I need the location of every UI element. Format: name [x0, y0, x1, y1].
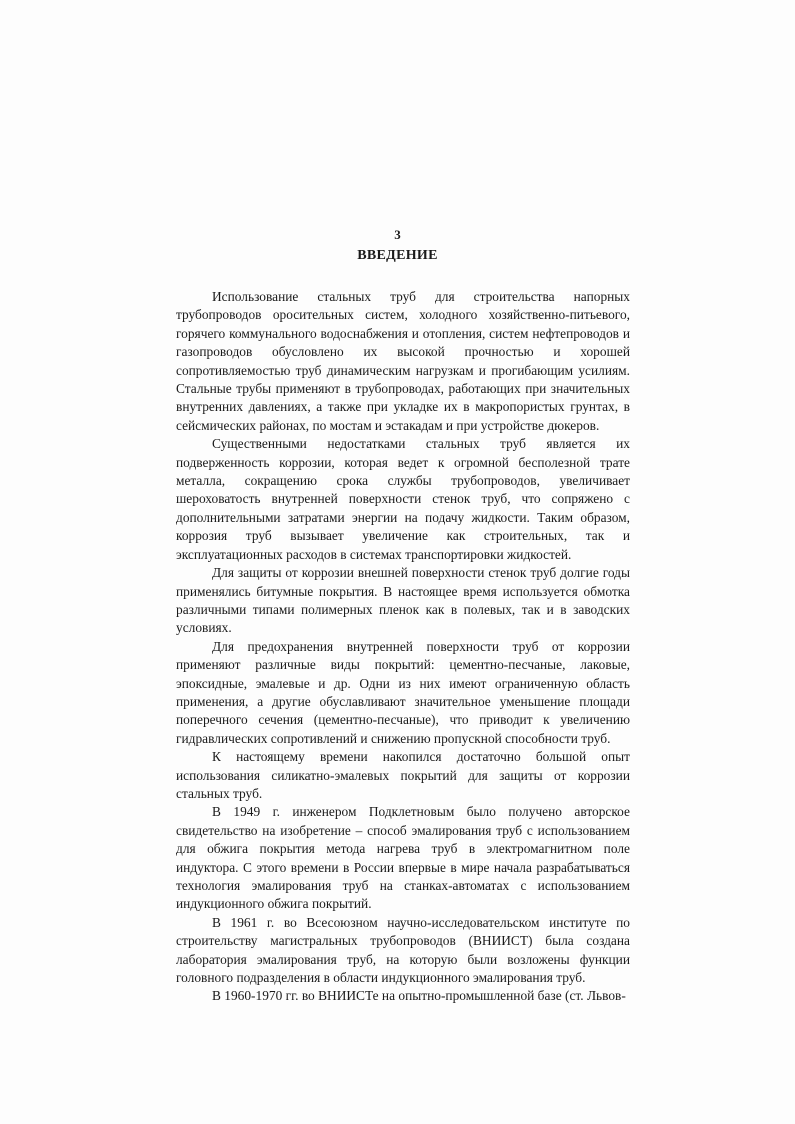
paragraph: Для предохранения внутренней поверхности труб от коррозии применяют различные виды покрытий: цементно-песчаные, лаковые, эпоксидные, эмалевые и др. Одни из них имеют ограниченную область применения, а другие обуславливают значительное уменьшение площади поперечного сечения (цементно-песчаные), что приводит к увеличению гидравлических сопротивлений и снижению пропускной способности труб.	[176, 638, 630, 746]
paragraph: В 1949 г. инженером Подклетновым было получено авторское свидетельство на изобретение – способ эмалирования труб с использованием для обжига покрытия метода нагрева труб в электромагнитном поле индуктора. С этого времени в России впервые в мире начала разрабатываться технология эмалирования труб на станках-автоматах с использованием индукционного обжига покрытий.	[176, 804, 630, 912]
paragraph: Использование стальных труб для строительства напорных трубопроводов оросительных систем, холодного хозяйственно-питьевого, горячего коммунального водоснабжения и отопления, систем нефтепроводов и газопроводов обусловлено их высокой прочностью и хорошей сопротивляемостью труб динамическим нагрузкам и прогибающим усилиям. Стальные трубы применяют в трубопроводах, работающих при значительных внутренних давлениях, а также при укладке их в макропористых грунтах, в сейсмических районах, по мостам и эстакадам и при устройстве дюкеров.	[176, 289, 630, 433]
page-number: 3	[394, 227, 401, 242]
paragraph: Существенными недостатками стальных труб является их подверженность коррозии, которая ведет к огромной бесполезной трате металла, сокращению срока службы трубопроводов, увеличивает шероховатость внутренней поверхности стенок труб, что сопряжено с дополнительными затратами энергии на подачу жидкости. Таким образом, коррозия труб вызывает увеличение как строительных, так и эксплуатационных расходов в системах транспортировки жидкостей.	[176, 436, 630, 562]
paragraph: Для защиты от коррозии внешней поверхности стенок труб долгие годы применялись битумные покрытия. В настоящее время используется обмотка различными типами полимерных пленок как в полевых, так и в заводских условиях.	[176, 565, 630, 636]
paragraph: В 1960-1970 гг. во ВНИИСТе на опытно-промышленной базе (ст. Львов-	[212, 988, 626, 1004]
paragraph: В 1961 г. во Всесоюзном научно-исследовательском институте по строительству магистральных трубопроводов (ВНИИСТ) была создана лаборатория эмалирования труб, на которую были возложены функции головного подразделения в области индукционного эмалирования труб.	[176, 914, 630, 986]
body-text	[176, 288, 630, 1006]
section-heading: ВВЕДЕНИЕ	[357, 248, 438, 263]
paragraph: К настоящему времени накопился достаточно большой опыт использования силикатно-эмалевых покрытий для защиты от коррозии стальных труб.	[176, 749, 630, 801]
